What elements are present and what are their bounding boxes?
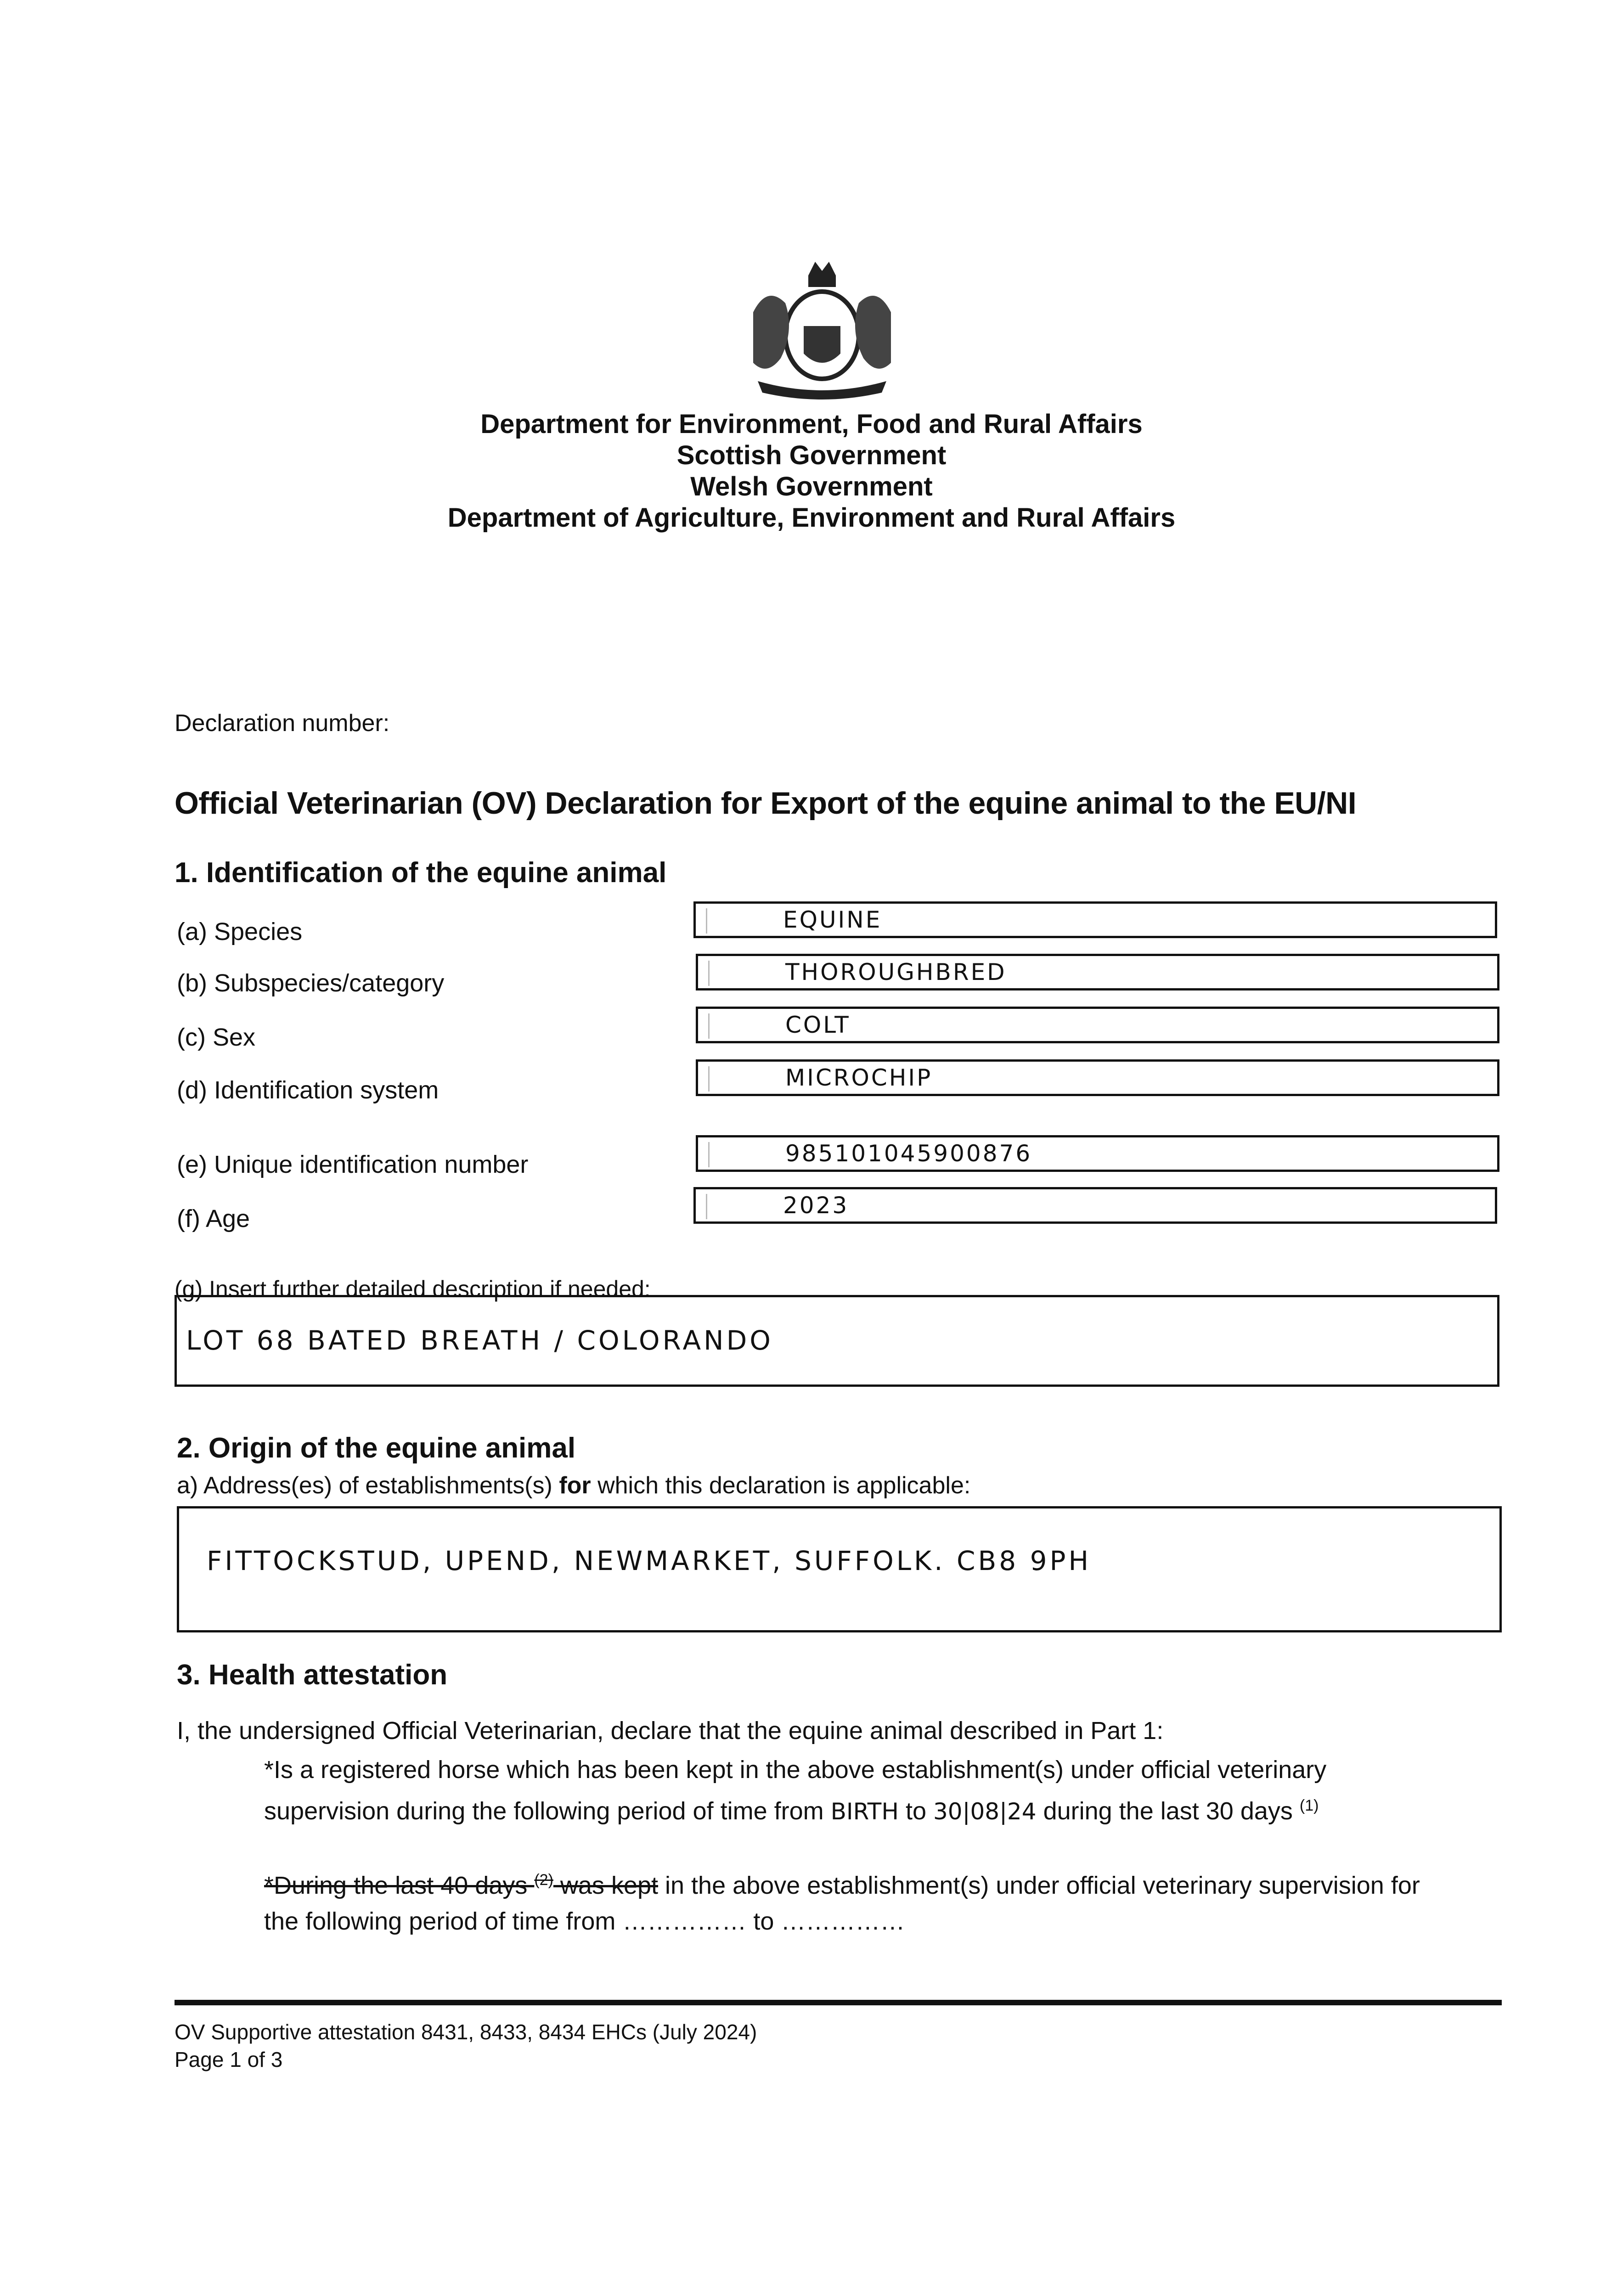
option-2-line-2: the following period of time from …………… to …………… xyxy=(264,1908,905,1935)
section-2-heading: 2. Origin of the equine animal xyxy=(177,1432,576,1464)
attestation-option-1 xyxy=(264,1752,1326,1829)
identification-system-label: (d) Identification system xyxy=(177,1076,439,1104)
identification-system-value: MICROCHIP xyxy=(785,1064,933,1091)
footer xyxy=(175,2018,757,2073)
option-2-struck-text: *During the last 40 days xyxy=(264,1872,535,1899)
issuing-authorities xyxy=(0,409,1623,534)
age-value: 2023 xyxy=(783,1192,849,1219)
age-label: (f) Age xyxy=(177,1205,250,1232)
further-description-value: LOT 68 BATED BREATH / COLORANDO xyxy=(186,1325,773,1356)
sex-field[interactable] xyxy=(696,1007,1499,1043)
label-text: which this declaration is applicable: xyxy=(591,1472,971,1499)
sex-value: COLT xyxy=(785,1012,851,1038)
attestation-option-2 xyxy=(264,1862,1420,1939)
option-1-text: to xyxy=(905,1797,933,1825)
establishment-address-label xyxy=(177,1472,970,1499)
page-title: Official Veterinarian (OV) Declaration for Export of the equine animal to the EU/NI xyxy=(175,786,1357,821)
sex-label: (c) Sex xyxy=(177,1024,256,1051)
footer-form-reference: OV Supportive attestation 8431, 8433, 8434 EHCs (July 2024) xyxy=(175,2020,757,2044)
subspecies-value: THOROUGHBRED xyxy=(785,959,1007,985)
option-1-text: supervision during the following period of time from xyxy=(264,1797,831,1825)
section-1-heading: 1. Identification of the equine animal xyxy=(175,857,667,889)
label-text: a) Address(es) of establishments(s) xyxy=(177,1472,559,1499)
unique-id-label: (e) Unique identification number xyxy=(177,1151,529,1178)
unique-id-field[interactable] xyxy=(696,1135,1499,1172)
option-2-text: in the above establishment(s) under official veterinary supervision for xyxy=(658,1872,1420,1899)
identification-system-field[interactable] xyxy=(696,1059,1499,1096)
authority-welsh-gov: Welsh Government xyxy=(690,472,933,501)
unique-id-value: 985101045900876 xyxy=(785,1140,1032,1167)
species-label: (a) Species xyxy=(177,918,303,945)
further-description-label: (g) Insert further detailed description if needed: xyxy=(175,1276,651,1302)
attestation-intro: I, the undersigned Official Veterinarian, declare that the equine animal described in Part 1: xyxy=(177,1717,1164,1745)
option-1-from-value: BIRTH xyxy=(830,1798,899,1825)
option-1-line-2 xyxy=(264,1788,1326,1829)
establishment-address-field[interactable] xyxy=(177,1506,1502,1632)
option-1-line-1: *Is a registered horse which has been kept in the above establishment(s) under official veterinary xyxy=(264,1756,1327,1784)
subspecies-field[interactable] xyxy=(696,954,1499,990)
age-field[interactable] xyxy=(693,1187,1497,1224)
species-field[interactable] xyxy=(693,901,1497,938)
authority-defra: Department for Environment, Food and Rural Affairs xyxy=(480,409,1143,439)
footnote-ref-1: (1) xyxy=(1299,1797,1319,1814)
declaration-number-label: Declaration number: xyxy=(175,710,390,737)
section-3-heading: 3. Health attestation xyxy=(177,1659,448,1691)
authority-scottish-gov: Scottish Government xyxy=(676,440,947,470)
royal-coat-of-arms-icon xyxy=(726,248,919,404)
option-2-struck-text: was kept xyxy=(553,1872,659,1899)
option-1-text: during the last 30 days xyxy=(1043,1797,1300,1825)
option-1-to-value: 30|08|24 xyxy=(933,1798,1037,1825)
page-number: Page 1 of 3 xyxy=(175,2048,283,2071)
option-2-line-1 xyxy=(264,1862,1420,1903)
authority-daera: Department of Agriculture, Environment and Rural Affairs xyxy=(447,503,1176,533)
label-bold: for xyxy=(559,1472,591,1499)
subspecies-label: (b) Subspecies/category xyxy=(177,969,445,997)
establishment-address-value: FITTOCKSTUD, UPEND, NEWMARKET, SUFFOLK. CB8 9PH xyxy=(207,1545,1092,1576)
further-description-field[interactable] xyxy=(175,1295,1499,1387)
footer-divider xyxy=(175,2000,1502,2005)
species-value: EQUINE xyxy=(783,906,882,933)
footnote-ref-2: (2) xyxy=(534,1871,553,1889)
